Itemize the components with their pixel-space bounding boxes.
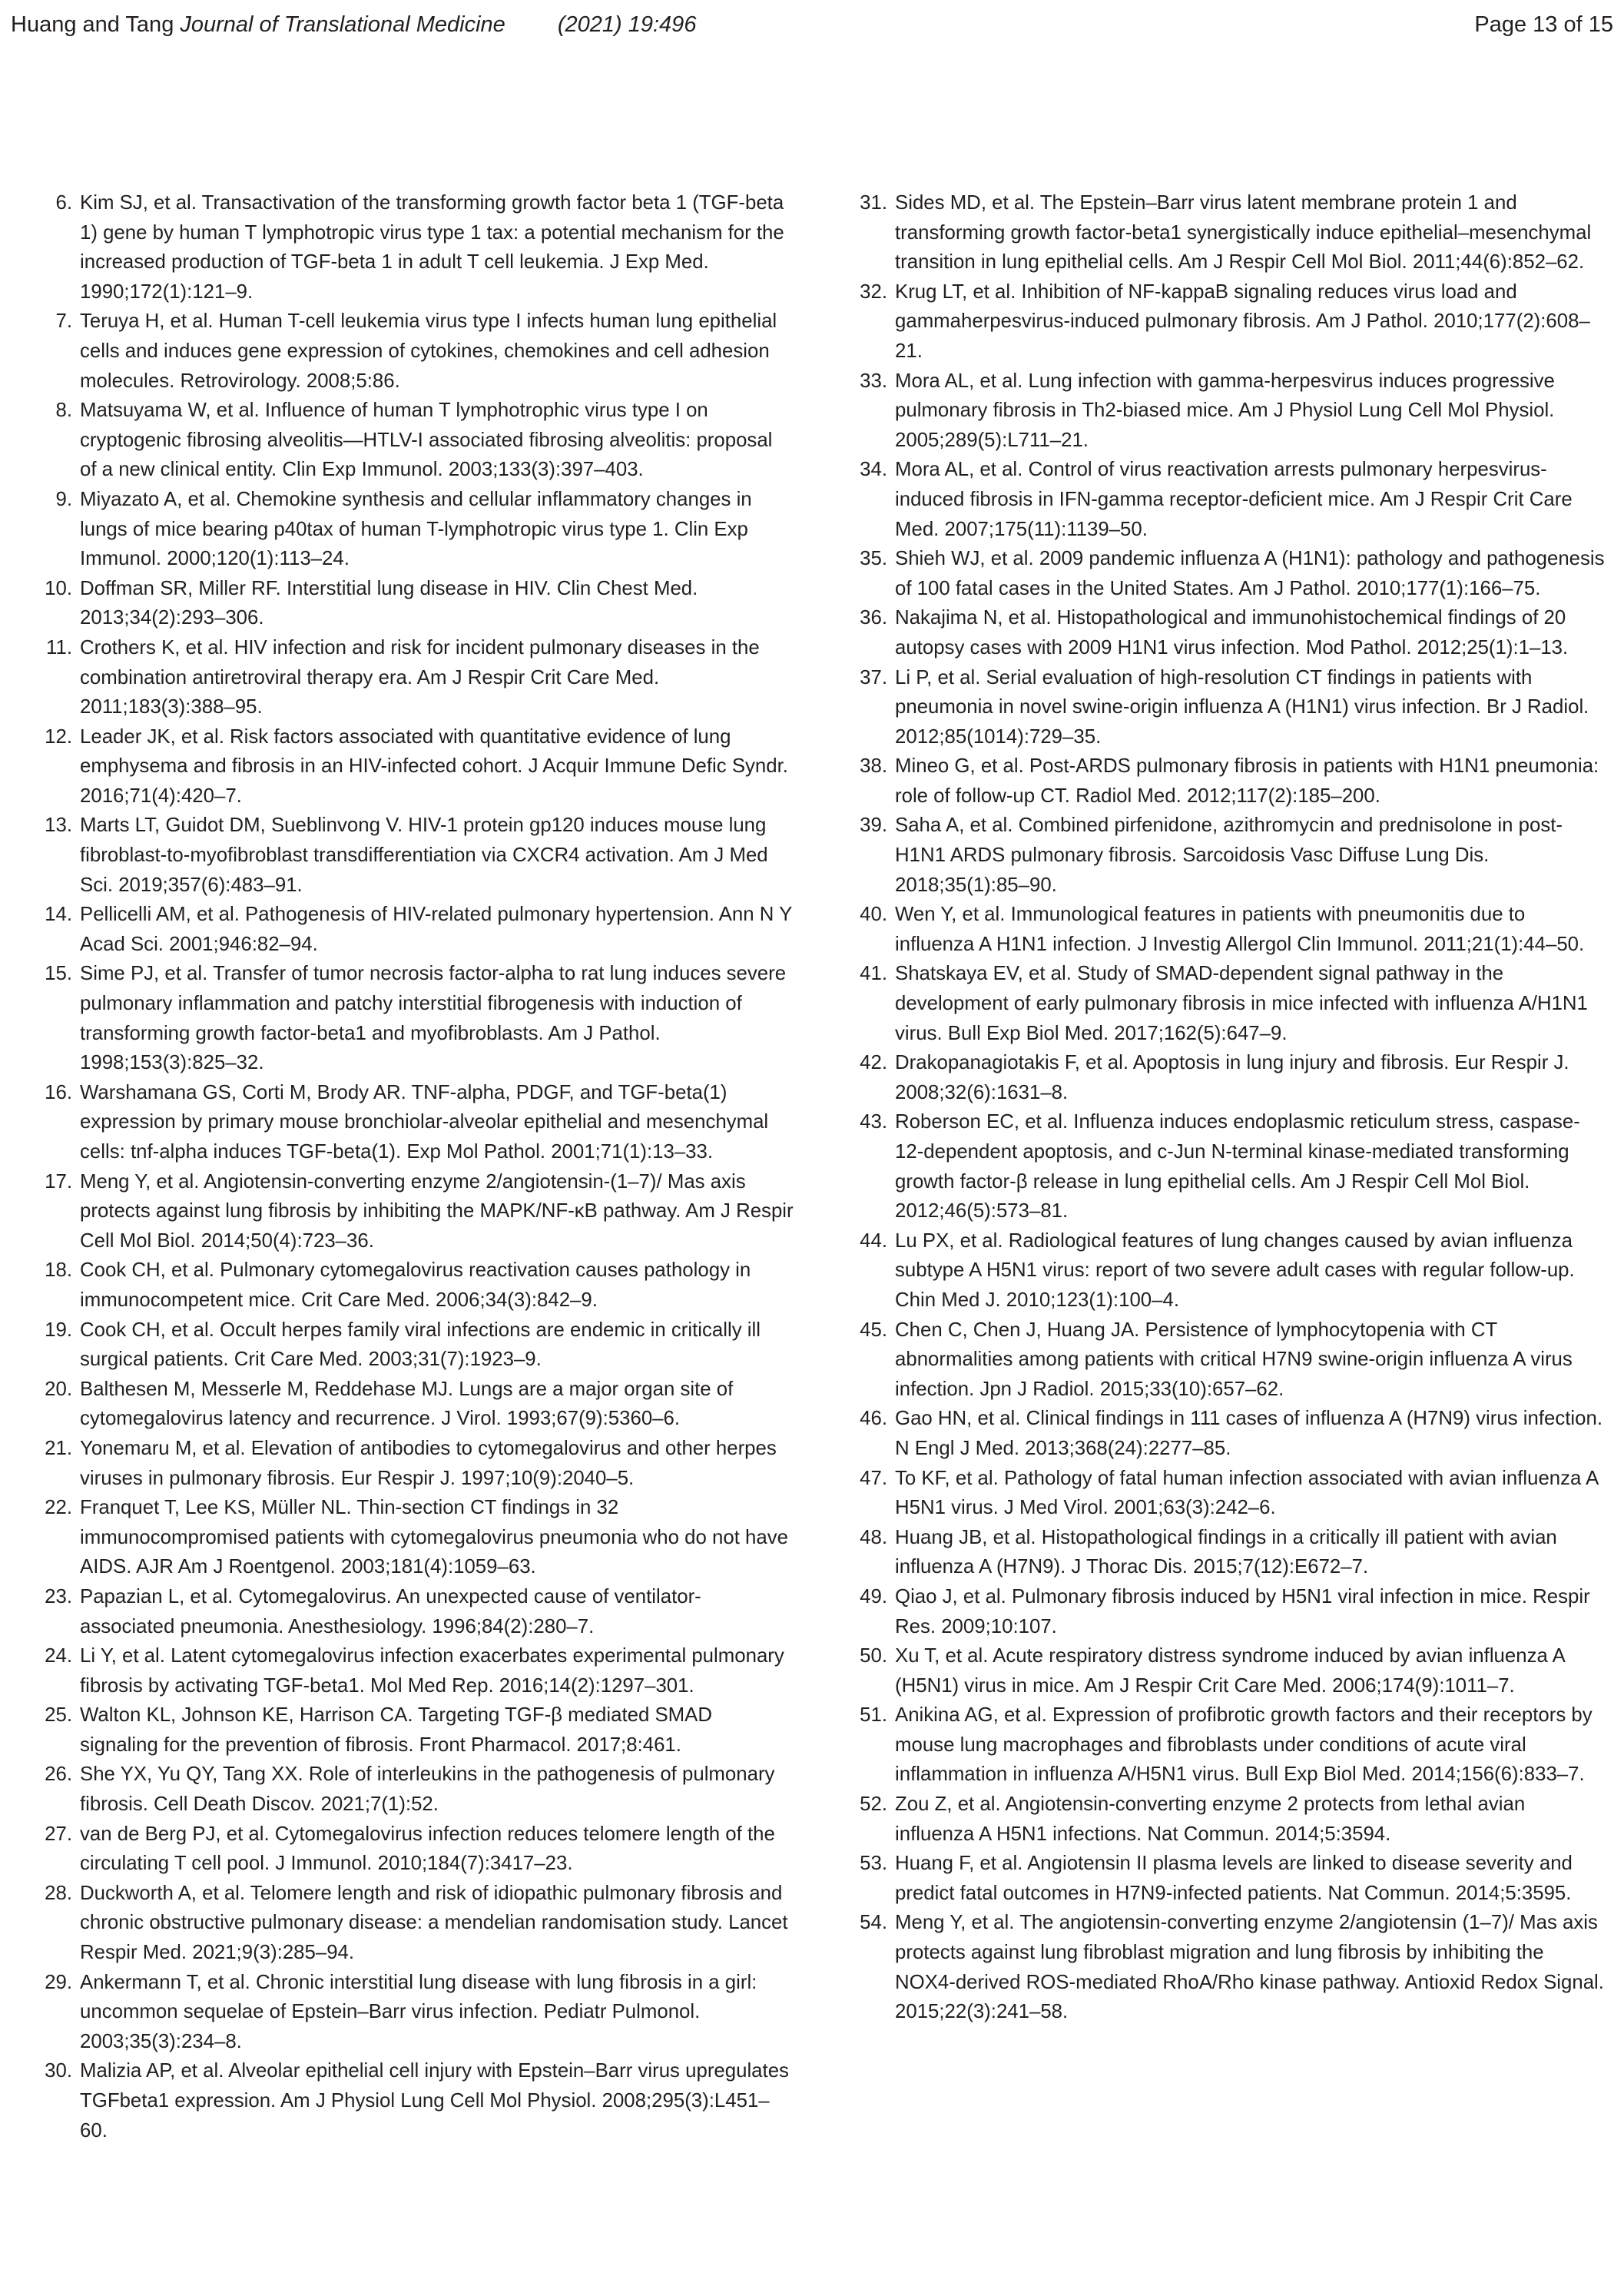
reference-item <box>849 811 1606 900</box>
reference-item <box>849 1908 1606 2026</box>
reference-number: 28. <box>45 1882 72 1904</box>
reference-text: Zou Z, et al. Angiotensin-converting enzyme 2 protects from lethal avian influenza A H5N1 infections. Nat Commun. 2014;5:3594. <box>895 1793 1526 1845</box>
header-citation: (2021) 19:496 <box>557 12 697 37</box>
reference-item <box>34 722 794 811</box>
reference-item <box>34 396 794 485</box>
reference-item <box>849 959 1606 1048</box>
reference-number: 20. <box>45 1378 72 1400</box>
reference-item <box>34 1700 794 1760</box>
reference-text: Lu PX, et al. Radiological features of lung changes caused by avian influenza subtype A H5N1 virus: report of two severe adult cases with regular follow-up. Chin Med J. 2010;123(1):100–4. <box>895 1229 1575 1311</box>
reference-item <box>34 1167 794 1256</box>
reference-number: 39. <box>860 815 887 837</box>
reference-number: 31. <box>860 192 887 214</box>
reference-number: 21. <box>45 1437 72 1459</box>
reference-text: Saha A, et al. Combined pirfenidone, azithromycin and prednisolone in post-H1N1 ARDS pulmonary fibrosis. Sarcoidosis Vasc Diffuse Lung Dis. 2018;35(1):85–90. <box>895 815 1563 896</box>
reference-text: Warshamana GS, Corti M, Brody AR. TNF-alpha, PDGF, and TGF-beta(1) expression by primary mouse bronchiolar-alveolar epithelial and mesenchymal cells: tnf-alpha induces TGF-beta(1). Exp Mol Pathol. 2001;71(1):13–33. <box>80 1081 769 1163</box>
reference-text: Huang F, et al. Angiotensin II plasma levels are linked to disease severity and predict fatal outcomes in H7N9-infected patients. Nat Commun. 2014;5:3595. <box>895 1853 1573 1904</box>
reference-text: Sime PJ, et al. Transfer of tumor necrosis factor-alpha to rat lung induces severe pulmonary inflammation and patchy interstitial fibrogenesis with induction of transforming growth factor-beta1 and myofibroblasts. Am J Pathol. 1998;153(3):825–32. <box>80 963 787 1074</box>
reference-number: 42. <box>860 1052 887 1074</box>
reference-number: 43. <box>860 1111 887 1133</box>
reference-text: Krug LT, et al. Inhibition of NF-kappaB signaling reduces virus load and gammaherpesvirus-induced pulmonary fibrosis. Am J Pathol. 2010;177(2):608–21. <box>895 280 1590 362</box>
reference-item <box>34 307 794 396</box>
reference-number: 35. <box>860 548 887 570</box>
reference-number: 17. <box>45 1170 72 1193</box>
reference-item <box>849 1464 1606 1523</box>
reference-number: 7. <box>55 310 72 333</box>
reference-number: 50. <box>860 1645 887 1667</box>
reference-number: 45. <box>860 1319 887 1341</box>
reference-number: 41. <box>860 963 887 985</box>
reference-item <box>849 455 1606 544</box>
reference-text: Mora AL, et al. Lung infection with gamma-herpesvirus induces progressive pulmonary fibrosis in Th2-biased mice. Am J Physiol Lung Cell Mol Physiol. 2005;289(5):L711–21. <box>895 370 1555 451</box>
reference-number: 37. <box>860 666 887 688</box>
reference-number: 26. <box>45 1763 72 1786</box>
reference-number: 19. <box>45 1319 72 1341</box>
reference-item <box>34 1493 794 1582</box>
reference-text: Li Y, et al. Latent cytomegalovirus infection exacerbates experimental pulmonary fibrosis by activating TGF-beta1. Mol Med Rep. 2016;14(2):1297–301. <box>80 1645 784 1697</box>
reference-item <box>849 663 1606 752</box>
reference-text: To KF, et al. Pathology of fatal human infection associated with avian influenza A H5N1 virus. J Med Virol. 2001;63(3):242–6. <box>895 1467 1598 1519</box>
header-journal: Journal of Translational Medicine <box>180 12 505 37</box>
reference-item <box>34 900 794 959</box>
reference-number: 44. <box>860 1229 887 1252</box>
reference-item <box>34 1434 794 1493</box>
reference-number: 34. <box>860 459 887 481</box>
running-head <box>11 8 696 41</box>
reference-text: Pellicelli AM, et al. Pathogenesis of HIV-related pulmonary hypertension. Ann N Y Acad Sci. 2001;946:82–94. <box>80 904 792 955</box>
reference-item <box>849 751 1606 811</box>
reference-text: Malizia AP, et al. Alveolar epithelial cell injury with Epstein–Barr virus upregulates TGFbeta1 expression. Am J Physiol Lung Cell Mol Physiol. 2008;295(3):L451–60. <box>80 2060 789 2142</box>
reference-number: 9. <box>55 488 72 510</box>
reference-item <box>849 1849 1606 1908</box>
reference-item <box>34 1968 794 2057</box>
reference-item <box>849 544 1606 603</box>
reference-item <box>34 485 794 574</box>
reference-item <box>849 1107 1606 1226</box>
reference-item <box>849 188 1606 277</box>
reference-number: 23. <box>45 1585 72 1607</box>
reference-item <box>34 188 794 307</box>
page-header <box>11 8 1613 41</box>
reference-text: Marts LT, Guidot DM, Sueblinvong V. HIV-1 protein gp120 induces mouse lung fibroblast-to-myofibroblast transdifferentiation via CXCR4 activation. Am J Med Sci. 2019;357(6):483–91. <box>80 815 768 896</box>
reference-number: 14. <box>45 904 72 926</box>
reference-text: Ankermann T, et al. Chronic interstitial lung disease with lung fibrosis in a girl: uncommon sequelae of Epstein–Barr virus infection. Pediatr Pulmonol. 2003;35(3):234–8. <box>80 1971 757 2052</box>
reference-number: 48. <box>860 1526 887 1548</box>
reference-number: 53. <box>860 1853 887 1875</box>
reference-number: 8. <box>55 400 72 422</box>
reference-number: 10. <box>45 577 72 599</box>
reference-item <box>34 1316 794 1375</box>
reference-item <box>34 574 794 633</box>
reference-text: Nakajima N, et al. Histopathological and immunohistochemical findings of 20 autopsy cases with 2009 H1N1 virus infection. Mod Pathol. 2012;25(1):1–13. <box>895 607 1569 659</box>
reference-item <box>849 1523 1606 1582</box>
reference-text: Shatskaya EV, et al. Study of SMAD-dependent signal pathway in the development of early pulmonary fibrosis in mice infected with influenza A/H1N1 virus. Bull Exp Biol Med. 2017;162(5):647–9. <box>895 963 1588 1044</box>
reference-item <box>849 1404 1606 1463</box>
reference-item <box>34 1078 794 1167</box>
reference-item <box>849 603 1606 662</box>
reference-text: Papazian L, et al. Cytomegalovirus. An unexpected cause of ventilator-associated pneumonia. Anesthesiology. 1996;84(2):280–7. <box>80 1585 701 1637</box>
reference-text: Miyazato A, et al. Chemokine synthesis and cellular inflammatory changes in lungs of mice bearing p40tax of human T-lymphotropic virus type 1. Clin Exp Immunol. 2000;120(1):113–24. <box>80 488 752 570</box>
reference-text: Anikina AG, et al. Expression of profibrotic growth factors and their receptors by mouse lung macrophages and fibroblasts under conditions of acute viral inflammation in influenza A/H5N1 virus. Bull Exp Biol Med. 2014;156(6):833–7. <box>895 1704 1593 1786</box>
reference-text: Mora AL, et al. Control of virus reactivation arrests pulmonary herpesvirus-induced fibrosis in IFN-gamma receptor-deficient mice. Am J Respir Crit Care Med. 2007;175(11):1139–50. <box>895 459 1573 540</box>
reference-item <box>34 1760 794 1819</box>
reference-item <box>849 1582 1606 1641</box>
header-authors: Huang and Tang <box>11 12 174 37</box>
reference-text: Meng Y, et al. Angiotensin-converting enzyme 2/angiotensin-(1–7)/ Mas axis protects against lung fibrosis by inhibiting the MAPK/NF-κB pathway. Am J Respir Cell Mol Biol. 2014;50(4):723–36. <box>80 1170 794 1252</box>
reference-item <box>34 959 794 1077</box>
reference-number: 32. <box>860 280 887 303</box>
reference-text: Balthesen M, Messerle M, Reddehase MJ. Lungs are a major organ site of cytomegalovirus latency and recurrence. J Virol. 1993;67(9):5360–6. <box>80 1378 734 1430</box>
reference-item <box>849 1316 1606 1405</box>
reference-number: 46. <box>860 1408 887 1430</box>
reference-number: 16. <box>45 1081 72 1103</box>
reference-text: Shieh WJ, et al. 2009 pandemic influenza A (H1N1): pathology and pathogenesis of 100 fatal cases in the United States. Am J Pathol. 2010;177(1):166–75. <box>895 548 1605 599</box>
reference-item <box>34 1582 794 1641</box>
reference-number: 12. <box>45 725 72 748</box>
reference-text: Roberson EC, et al. Influenza induces endoplasmic reticulum stress, caspase-12-dependent apoptosis, and c-Jun N-terminal kinase-mediated transforming growth factor-β release in lung epithelial cells. Am J Respir Cell Mol Biol. 2012;46(5):573–81. <box>895 1111 1580 1223</box>
reference-text: Cook CH, et al. Pulmonary cytomegalovirus reactivation causes pathology in immunocompetent mice. Crit Care Med. 2006;34(3):842–9. <box>80 1259 751 1311</box>
reference-number: 25. <box>45 1704 72 1727</box>
reference-item <box>849 1048 1606 1107</box>
reference-number: 29. <box>45 1971 72 1993</box>
reference-text: Mineo G, et al. Post-ARDS pulmonary fibrosis in patients with H1N1 pneumonia: role of follow-up CT. Radiol Med. 2012;117(2):185–200. <box>895 755 1599 807</box>
reference-number: 22. <box>45 1497 72 1519</box>
reference-text: Meng Y, et al. The angiotensin-converting enzyme 2/angiotensin (1–7)/ Mas axis protects against lung fibroblast migration and lung fibrosis by inhibiting the NOX4-derived ROS-mediated RhoA/Rho kinase pathway. Antioxid Redox Signal. 2015;22(3):241–58. <box>895 1912 1604 2023</box>
page-number: Page 13 of 15 <box>1474 12 1613 37</box>
reference-text: Doffman SR, Miller RF. Interstitial lung disease in HIV. Clin Chest Med. 2013;34(2):293–306. <box>80 577 698 629</box>
reference-text: Drakopanagiotakis F, et al. Apoptosis in lung injury and fibrosis. Eur Respir J. 2008;32(6):1631–8. <box>895 1052 1569 1103</box>
reference-text: van de Berg PJ, et al. Cytomegalovirus infection reduces telomere length of the circulating T cell pool. J Immunol. 2010;184(7):3417–23. <box>80 1823 775 1875</box>
reference-number: 24. <box>45 1645 72 1667</box>
reference-item <box>34 811 794 900</box>
reference-text: Gao HN, et al. Clinical findings in 111 cases of influenza A (H7N9) virus infection. N Engl J Med. 2013;368(24):2277–85. <box>895 1408 1603 1459</box>
reference-number: 11. <box>46 636 72 659</box>
reference-number: 54. <box>860 1912 887 1934</box>
reference-text: Crothers K, et al. HIV infection and risk for incident pulmonary diseases in the combination antiretroviral therapy era. Am J Respir Crit Care Med. 2011;183(3):388–95. <box>80 636 760 718</box>
reference-number: 47. <box>860 1467 887 1489</box>
reference-text: Xu T, et al. Acute respiratory distress syndrome induced by avian influenza A (H5N1) virus in mice. Am J Respir Crit Care Med. 2006;174(9):1011–7. <box>895 1645 1565 1697</box>
reference-item <box>849 900 1606 959</box>
reference-number: 30. <box>45 2060 72 2082</box>
reference-item <box>34 1375 794 1434</box>
reference-text: Kim SJ, et al. Transactivation of the transforming growth factor beta 1 (TGF-beta 1) gene by human T lymphotropic virus type 1 tax: a potential mechanism for the increased production of TGF-beta 1 in adult T cell leukemia. J Exp Med. 1990;172(1):121–9. <box>80 192 784 303</box>
reference-item <box>34 1641 794 1700</box>
references-left-column <box>34 188 794 2145</box>
reference-text: Chen C, Chen J, Huang JA. Persistence of lymphocytopenia with CT abnormalities among patients with critical H7N9 swine-origin influenza A virus infection. Jpn J Radiol. 2015;33(10):657–62. <box>895 1319 1573 1400</box>
references-right-column <box>849 188 1606 2027</box>
reference-item <box>34 1820 794 1879</box>
reference-item <box>849 1790 1606 1849</box>
reference-number: 52. <box>860 1793 887 1816</box>
reference-item <box>34 633 794 722</box>
reference-number: 27. <box>45 1823 72 1845</box>
reference-text: Li P, et al. Serial evaluation of high-resolution CT findings in patients with pneumonia in novel swine-origin influenza A (H1N1) virus infection. Br J Radiol. 2012;85(1014):729–35. <box>895 666 1589 748</box>
reference-text: Sides MD, et al. The Epstein–Barr virus latent membrane protein 1 and transforming growth factor-beta1 synergistically induce epithelial–mesenchymal transition in lung epithelial cells. Am J Respir Cell Mol Biol. 2011;44(6):852–62. <box>895 192 1592 274</box>
reference-number: 13. <box>45 815 72 837</box>
reference-text: Teruya H, et al. Human T-cell leukemia virus type I infects human lung epithelial cells and induces gene expression of cytokines, chemokines and cell adhesion molecules. Retrovirology. 2008;5:86. <box>80 310 777 392</box>
reference-number: 36. <box>860 607 887 629</box>
reference-item <box>849 1641 1606 1700</box>
reference-text: Leader JK, et al. Risk factors associated with quantitative evidence of lung emphysema and fibrosis in an HIV-infected cohort. J Acquir Immune Defic Syndr. 2016;71(4):420–7. <box>80 725 788 807</box>
reference-number: 15. <box>45 963 72 985</box>
reference-item <box>34 1879 794 1968</box>
reference-text: Qiao J, et al. Pulmonary fibrosis induced by H5N1 viral infection in mice. Respir Res. 2009;10:107. <box>895 1585 1590 1637</box>
reference-text: Wen Y, et al. Immunological features in patients with pneumonitis due to influenza A H1N1 infection. J Investig Allergol Clin Immunol. 2011;21(1):44–50. <box>895 904 1585 955</box>
reference-item <box>34 2056 794 2145</box>
reference-item <box>849 277 1606 367</box>
reference-number: 33. <box>860 370 887 392</box>
reference-text: Cook CH, et al. Occult herpes family viral infections are endemic in critically ill surgical patients. Crit Care Med. 2003;31(7):1923–9. <box>80 1319 761 1371</box>
reference-number: 49. <box>860 1585 887 1607</box>
reference-text: Yonemaru M, et al. Elevation of antibodies to cytomegalovirus and other herpes viruses in pulmonary fibrosis. Eur Respir J. 1997;10(9):2040–5. <box>80 1437 777 1489</box>
reference-item <box>34 1256 794 1315</box>
reference-number: 38. <box>860 755 887 778</box>
reference-text: She YX, Yu QY, Tang XX. Role of interleukins in the pathogenesis of pulmonary fibrosis. Cell Death Discov. 2021;7(1):52. <box>80 1763 775 1816</box>
reference-number: 6. <box>55 192 72 214</box>
reference-text: Walton KL, Johnson KE, Harrison CA. Targeting TGF-β mediated SMAD signaling for the prevention of fibrosis. Front Pharmacol. 2017;8:461. <box>80 1704 713 1756</box>
reference-item <box>849 1700 1606 1790</box>
reference-text: Matsuyama W, et al. Influence of human T lymphotrophic virus type I on cryptogenic fibrosing alveolitis—HTLV-I associated fibrosing alveolitis: proposal of a new clinical entity. Clin Exp Immunol. 2003;133(3):397–403. <box>80 400 773 481</box>
reference-number: 40. <box>860 904 887 926</box>
reference-number: 18. <box>45 1259 72 1282</box>
reference-item <box>849 367 1606 456</box>
reference-number: 51. <box>860 1704 887 1727</box>
reference-text: Franquet T, Lee KS, Müller NL. Thin-section CT findings in 32 immunocompromised patients with cytomegalovirus pneumonia who do not have AIDS. AJR Am J Roentgenol. 2003;181(4):1059–63. <box>80 1497 788 1578</box>
reference-text: Duckworth A, et al. Telomere length and risk of idiopathic pulmonary fibrosis and chronic obstructive pulmonary disease: a mendelian randomisation study. Lancet Respir Med. 2021;9(3):285–94. <box>80 1882 788 1964</box>
reference-text: Huang JB, et al. Histopathological findings in a critically ill patient with avian influenza A (H7N9). J Thorac Dis. 2015;7(12):E672–7. <box>895 1526 1557 1578</box>
reference-item <box>849 1226 1606 1316</box>
